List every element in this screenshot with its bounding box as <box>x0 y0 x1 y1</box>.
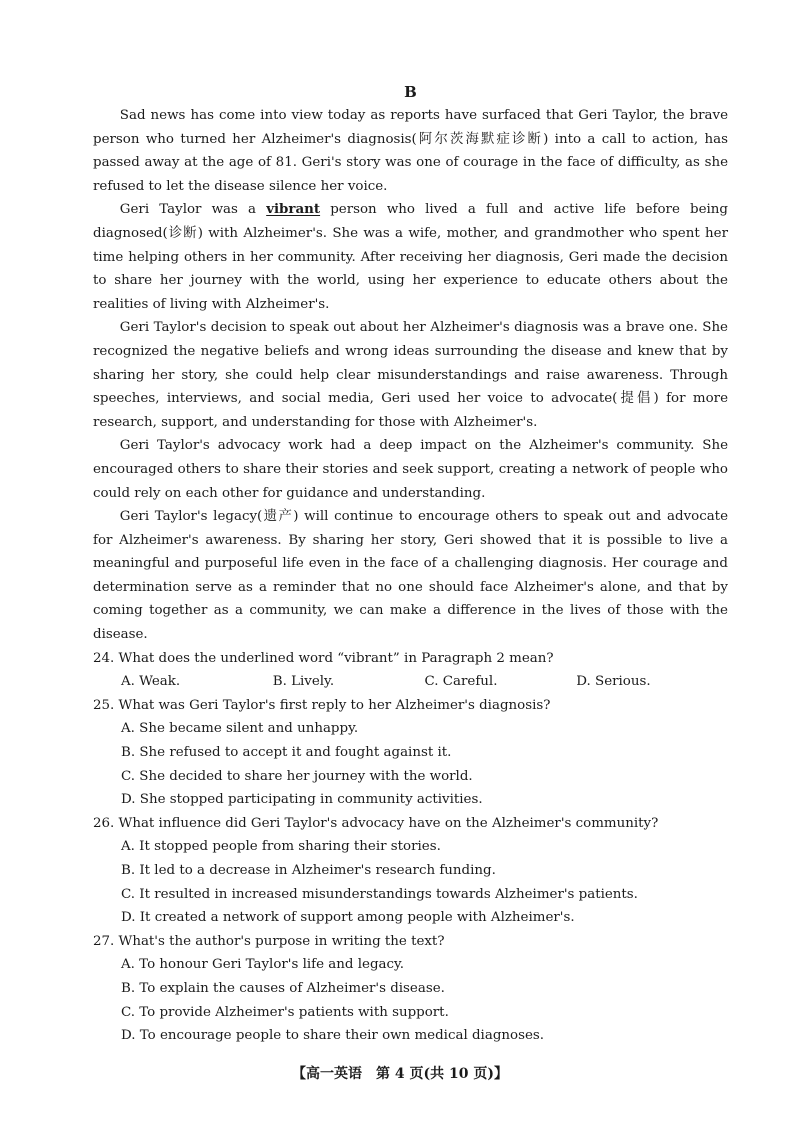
question-stem: 26. What influence did Geri Taylor's advocacy have on the Alzheimer's community? <box>93 815 659 831</box>
page-footer: 【高一英语 第 4 页(共 10 页)】 <box>292 1066 508 1082</box>
passage-paragraph-1: Sad news has come into view today as reports have surfaced that Geri Taylor, the brave person who turned her Alzheimer's diagnosis(阿尔茨海默症诊断) into a call to action, has passed away at the age of 81. Geri's story was one of courage in the face of difficulty, as she refused to let the disease silence her voice. <box>93 108 728 194</box>
option-list <box>93 670 728 694</box>
exam-page <box>93 80 728 1048</box>
underlined-word: vibrant <box>266 201 321 218</box>
question-24 <box>93 647 728 694</box>
option-c: C. Careful. <box>424 674 498 690</box>
option-a: A. To honour Geri Taylor's life and legacy. <box>121 957 405 973</box>
option-d: D. Serious. <box>576 674 651 690</box>
p2-text-before: Geri Taylor was a <box>119 202 267 218</box>
passage-paragraph-2 <box>93 198 728 316</box>
passage-paragraph-4: Geri Taylor's advocacy work had a deep impact on the Alzheimer's community. She encouraged others to share their stories and seek support, creating a network of people who could rely on each other for guidance and understanding. <box>93 438 728 501</box>
question-26 <box>93 812 728 930</box>
option-d: D. It created a network of support among people with Alzheimer's. <box>121 910 575 926</box>
option-b: B. To explain the causes of Alzheimer's disease. <box>121 980 445 996</box>
option-d: D. She stopped participating in community activities. <box>121 792 483 808</box>
question-stem: 27. What's the author's purpose in writing the text? <box>93 933 445 949</box>
passage-paragraph-5: Geri Taylor's legacy(遗产) will continue to encourage others to speak out and advocate for Alzheimer's awareness. By sharing her story, Geri showed that it is possible to live a meaningful and purposeful life even in the face of a challenging diagnosis. Her courage and determination serve as a reminder that no one should face Alzheimer's alone, and that by coming together as a community, we can make a difference in the lives of those with the disease. <box>93 509 728 643</box>
option-b: B. Lively. <box>272 674 335 690</box>
question-27 <box>93 930 728 1048</box>
option-list <box>93 717 728 811</box>
question-stem: 25. What was Geri Taylor's first reply to her Alzheimer's diagnosis? <box>93 697 551 713</box>
option-list <box>93 835 728 929</box>
option-list <box>93 953 728 1047</box>
p2-text-after: person who lived a full and active life before being diagnosed(诊断) with Alzheimer's. She was a wife, mother, and grandmother who spent her time helping others in her community. After receiving her diagnosis, Geri made the decision to share her journey with the world, using her experience to educate others about the realities of living with Alzheimer's. <box>93 202 728 312</box>
option-b: B. She refused to accept it and fought against it. <box>121 745 452 761</box>
option-c: C. She decided to share her journey with the world. <box>121 768 473 784</box>
question-25 <box>93 694 728 812</box>
passage-paragraph-3: Geri Taylor's decision to speak out about her Alzheimer's diagnosis was a brave one. She recognized the negative beliefs and wrong ideas surrounding the disease and knew that by sharing her story, she could help clear misunderstandings and raise awareness. Through speeches, interviews, and social media, Geri used her voice to advocate(提倡) for more research, support, and understanding for those with Alzheimer's. <box>93 320 728 430</box>
option-a: A. She became silent and unhappy. <box>121 721 359 737</box>
option-c: C. To provide Alzheimer's patients with support. <box>121 1004 449 1020</box>
option-a: A. Weak. <box>121 674 181 690</box>
option-b: B. It led to a decrease in Alzheimer's research funding. <box>121 863 496 878</box>
option-a: A. It stopped people from sharing their stories. <box>121 839 441 855</box>
section-label: B <box>404 83 417 101</box>
option-d: D. To encourage people to share their own medical diagnoses. <box>121 1028 545 1044</box>
option-c: C. It resulted in increased misunderstandings towards Alzheimer's patients. <box>121 886 638 902</box>
question-stem: 24. What does the underlined word “vibrant” in Paragraph 2 mean? <box>93 650 554 666</box>
